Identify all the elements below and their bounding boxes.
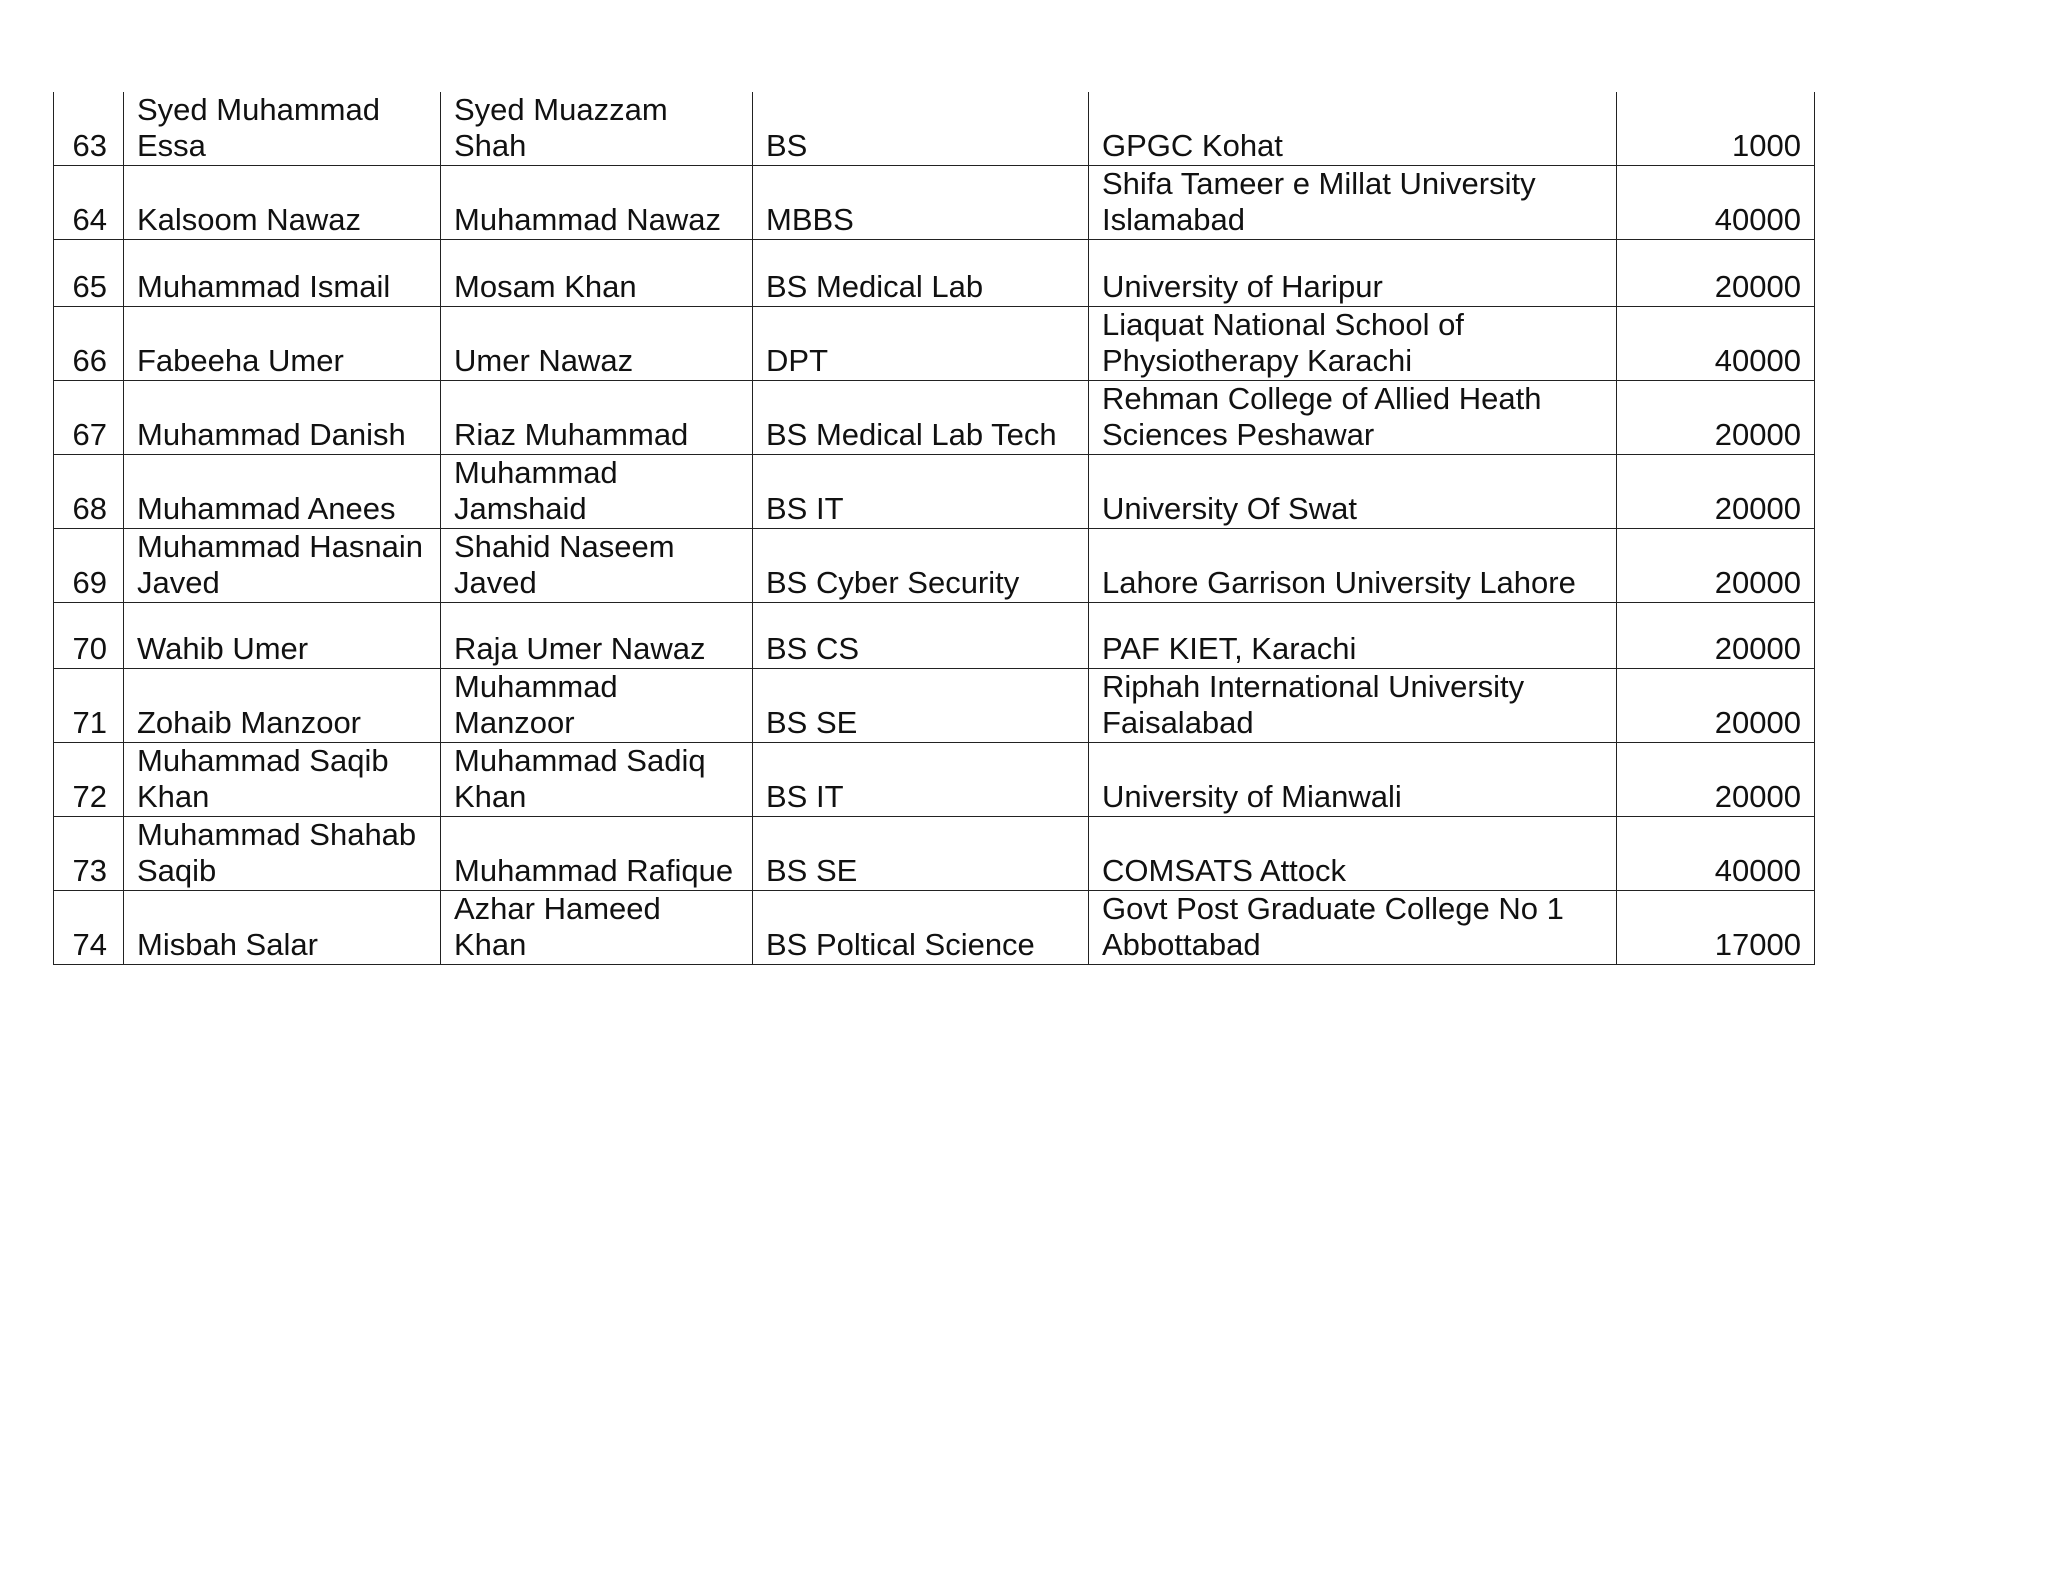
serial-number-cell: 68 [54, 455, 124, 529]
program-cell: BS CS [753, 603, 1089, 669]
father-name-cell: Mosam Khan [441, 240, 753, 307]
student-name-cell: Muhammad Danish [124, 381, 441, 455]
program-cell: BS Medical Lab [753, 240, 1089, 307]
student-name-cell: Misbah Salar [124, 891, 441, 965]
amount-cell: 40000 [1617, 817, 1815, 891]
serial-number-cell: 74 [54, 891, 124, 965]
father-name-cell: Muhammad Nawaz [441, 166, 753, 240]
student-name-cell: Zohaib Manzoor [124, 669, 441, 743]
student-name-cell: Wahib Umer [124, 603, 441, 669]
father-name-cell: Muhammad Sadiq Khan [441, 743, 753, 817]
father-name-cell: Umer Nawaz [441, 307, 753, 381]
serial-number-cell: 66 [54, 307, 124, 381]
program-cell: BS Poltical Science [753, 891, 1089, 965]
table-row [54, 743, 1815, 817]
serial-number-cell: 70 [54, 603, 124, 669]
student-name-cell: Muhammad Saqib Khan [124, 743, 441, 817]
program-cell: BS SE [753, 817, 1089, 891]
scholarship-table [53, 92, 1815, 965]
amount-cell: 20000 [1617, 743, 1815, 817]
father-name-cell: Azhar Hameed Khan [441, 891, 753, 965]
student-name-cell: Kalsoom Nawaz [124, 166, 441, 240]
amount-cell: 40000 [1617, 166, 1815, 240]
amount-cell: 20000 [1617, 381, 1815, 455]
table-row [54, 381, 1815, 455]
program-cell: DPT [753, 307, 1089, 381]
amount-cell: 1000 [1617, 92, 1815, 166]
student-name-cell: Fabeeha Umer [124, 307, 441, 381]
table-row [54, 669, 1815, 743]
father-name-cell: Riaz Muhammad [441, 381, 753, 455]
program-cell: BS Cyber Security [753, 529, 1089, 603]
table-row [54, 891, 1815, 965]
serial-number-cell: 64 [54, 166, 124, 240]
serial-number-cell: 71 [54, 669, 124, 743]
program-cell: BS Medical Lab Tech [753, 381, 1089, 455]
institute-cell: Shifa Tameer e Millat University Islamabad [1089, 166, 1617, 240]
institute-cell: University of Haripur [1089, 240, 1617, 307]
serial-number-cell: 65 [54, 240, 124, 307]
student-name-cell: Muhammad Anees [124, 455, 441, 529]
father-name-cell: Muhammad Rafique [441, 817, 753, 891]
program-cell: MBBS [753, 166, 1089, 240]
table-row [54, 529, 1815, 603]
table-row [54, 603, 1815, 669]
father-name-cell: Muhammad Jamshaid [441, 455, 753, 529]
institute-cell: GPGC Kohat [1089, 92, 1617, 166]
amount-cell: 20000 [1617, 240, 1815, 307]
program-cell: BS IT [753, 743, 1089, 817]
institute-cell: Govt Post Graduate College No 1 Abbottabad [1089, 891, 1617, 965]
amount-cell: 20000 [1617, 669, 1815, 743]
program-cell: BS SE [753, 669, 1089, 743]
amount-cell: 17000 [1617, 891, 1815, 965]
serial-number-cell: 63 [54, 92, 124, 166]
amount-cell: 40000 [1617, 307, 1815, 381]
student-name-cell: Syed Muhammad Essa [124, 92, 441, 166]
student-name-cell: Muhammad Ismail [124, 240, 441, 307]
institute-cell: University of Mianwali [1089, 743, 1617, 817]
table-row [54, 166, 1815, 240]
program-cell: BS IT [753, 455, 1089, 529]
institute-cell: PAF KIET, Karachi [1089, 603, 1617, 669]
institute-cell: Rehman College of Allied Heath Sciences Peshawar [1089, 381, 1617, 455]
amount-cell: 20000 [1617, 603, 1815, 669]
father-name-cell: Muhammad Manzoor [441, 669, 753, 743]
institute-cell: Lahore Garrison University Lahore [1089, 529, 1617, 603]
serial-number-cell: 72 [54, 743, 124, 817]
program-cell: BS [753, 92, 1089, 166]
student-name-cell: Muhammad Hasnain Javed [124, 529, 441, 603]
table-row [54, 455, 1815, 529]
father-name-cell: Raja Umer Nawaz [441, 603, 753, 669]
table-row [54, 240, 1815, 307]
amount-cell: 20000 [1617, 529, 1815, 603]
table-row [54, 817, 1815, 891]
serial-number-cell: 73 [54, 817, 124, 891]
institute-cell: Liaquat National School of Physiotherapy Karachi [1089, 307, 1617, 381]
father-name-cell: Syed Muazzam Shah [441, 92, 753, 166]
serial-number-cell: 69 [54, 529, 124, 603]
table-row [54, 307, 1815, 381]
serial-number-cell: 67 [54, 381, 124, 455]
amount-cell: 20000 [1617, 455, 1815, 529]
institute-cell: Riphah International University Faisalabad [1089, 669, 1617, 743]
table-row [54, 92, 1815, 166]
student-name-cell: Muhammad Shahab Saqib [124, 817, 441, 891]
father-name-cell: Shahid Naseem Javed [441, 529, 753, 603]
institute-cell: COMSATS Attock [1089, 817, 1617, 891]
institute-cell: University Of Swat [1089, 455, 1617, 529]
